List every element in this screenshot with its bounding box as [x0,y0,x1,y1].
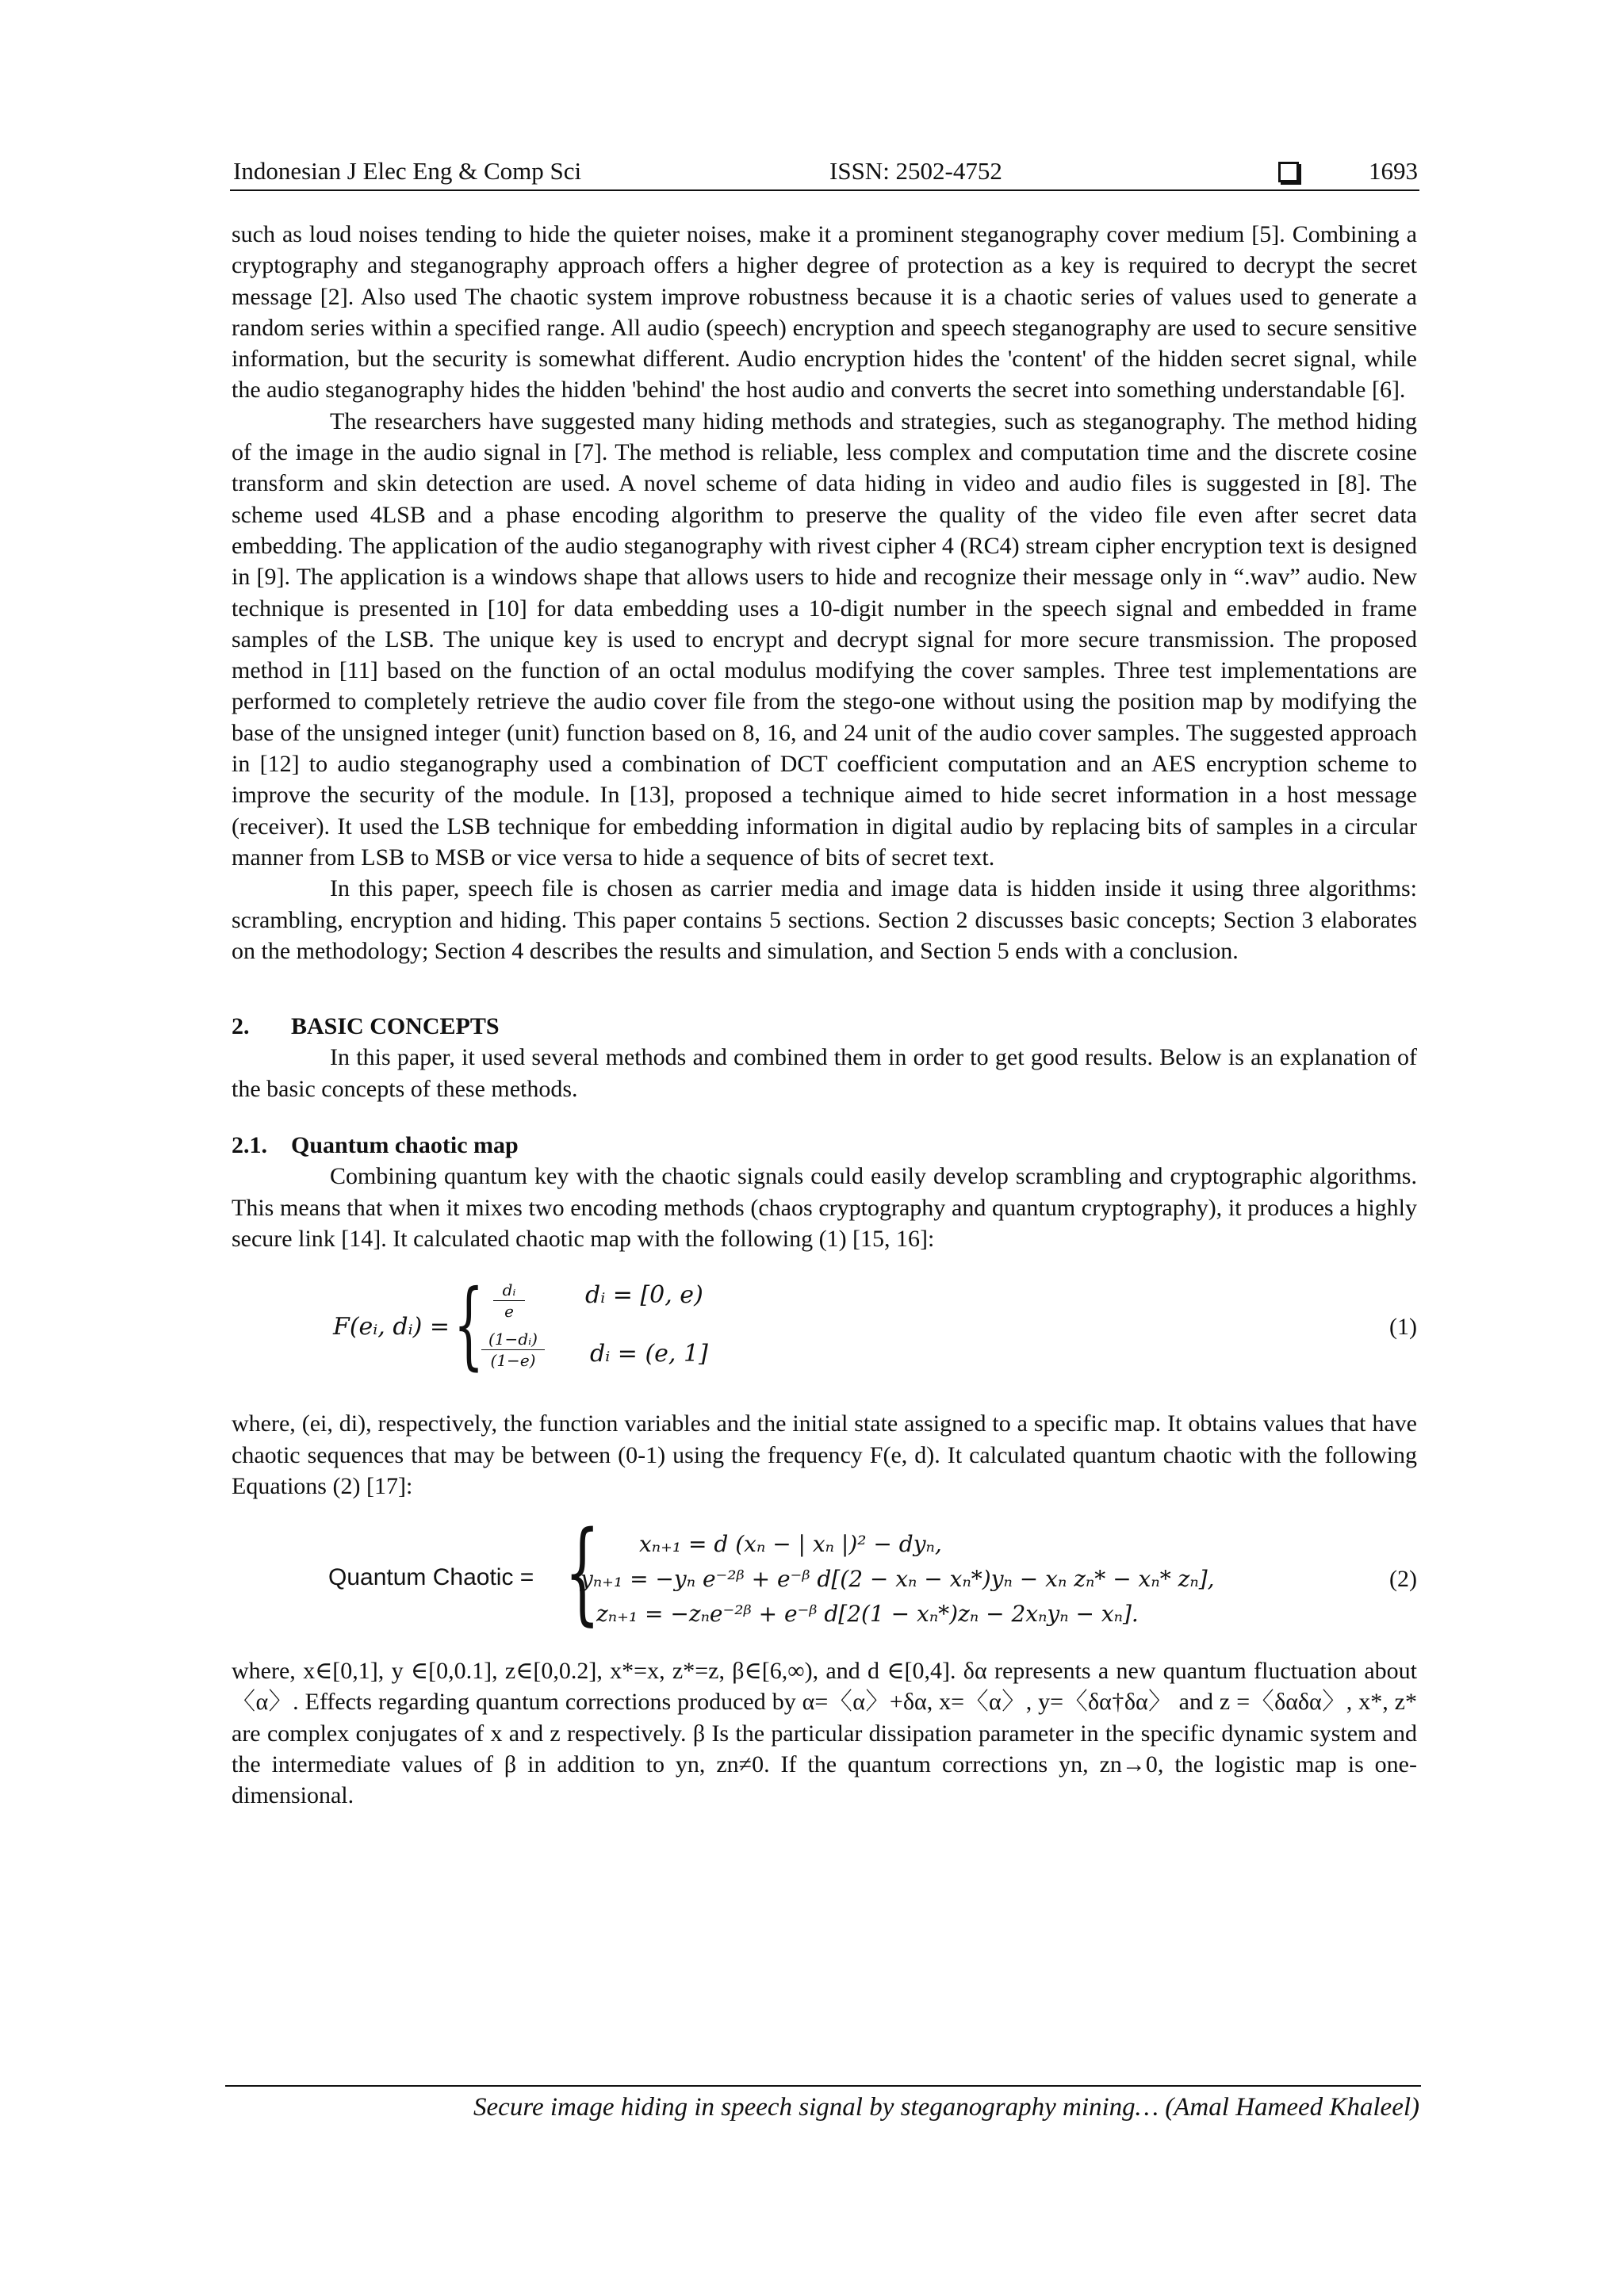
fraction-2-denominator: (1−e) [490,1351,536,1371]
paragraph-related-work: The researchers have suggested many hiding methods and strategies, such as steganography. The method hiding of the image in the audio signal in [7]. The method is reliable, less complex and computation time and the discrete cosine transform and skin detection are used. A novel scheme of data hiding in video and audio files is suggested in [8]. The scheme used 4LSB and a phase encoding algorithm to preserve the quality of the video file even after secret data embedding. The application of the audio steganography with rivest cipher 4 (RC4) stream cipher encryption text is designed in [9]. The application is a windows shape that allows users to hide and recognize their message only in “.wav” audio. New technique is presented in [10] for data embedding uses a 10-digit number in the speech signal and embedded in frame samples of the LSB. The unique key is used to encrypt and decrypt signal for more secure transmission. The proposed method in [11] based on the function of an octal modulus modifying the cover samples. Three test implementations are performed to completely retrieve the audio cover file from the stego-one without using the position map by modifying the base of the unsigned integer (unit) function based on 8, 16, and 24 unit of the audio cover samples. The suggested approach in [12] to audio steganography used a combination of DCT coefficient computation and an AES encryption scheme to improve the security of the module. In [13], proposed a technique aimed to hide secret information in a host message (receiver). It used the LSB technique for embedding information in digital audio by replacing bits of samples in a circular manner from LSB to MSB or vice versa to hide a sequence of bits of secret text. [232,408,1417,871]
paragraph-paper-outline: In this paper, speech file is chosen as carrier media and image data is hidden inside it using three algorithms: scrambling, encryption and hiding. This paper contains 5 sections. Section 2 discusses basic concepts; Section 3 elaborates on the methodology; Section 4 describes the results and simulation, and Section 5 ends with a conclusion. [232,875,1417,964]
issn: ISSN: 2502-4752 [829,157,1002,185]
equation-2-row-y: yₙ₊₁ = −yₙ e⁻²ᵝ + e⁻ᵝ d[(2 − xₙ − xₙ*)yₙ − xₙ zₙ* − xₙ* zₙ], [580,1566,1215,1593]
left-brace: { [565,1508,600,1638]
fraction-2-numerator: (1−dᵢ) [488,1330,538,1349]
section-number: 2. [232,1013,250,1040]
page-body [232,219,1417,1812]
section-title: BASIC CONCEPTS [291,1013,500,1040]
fraction-1-numerator: dᵢ [502,1280,516,1300]
equation-2-lhs: Quantum Chaotic = [328,1564,534,1591]
equation-2-row-z: zₙ₊₁ = −zₙe⁻²ᵝ + e⁻ᵝ d[2(1 − xₙ*)zₙ − 2xₙyₙ − xₙ]. [596,1601,1139,1628]
paragraph-intro-continued: such as loud noises tending to hide the quieter noises, make it a prominent steganography cover medium [5]. Combining a cryptography and steganography approach offers a higher degree of protection as a key is required to decrypt the secret message [2]. Also used The chaotic system improve robustness because it is a chaotic series of values used to generate a random series within a specified range. All audio (speech) encryption and speech steganography are used to secure sensitive information, but the security is somewhat different. Audio encryption hides the 'content' of the hidden secret signal, while the audio steganography hides the hidden 'behind' the host audio and converts the secret into something understandable [6]. [232,221,1417,404]
paragraph-quantum-chaotic-intro: Combining quantum key with the chaotic signals could easily develop scrambling and cryptographic algorithms. This means that when it mixes two encoding methods (chaos cryptography and quantum cryptography), it produces a highly secure link [14]. It calculated chaotic map with the following (1) [15, 16]: [232,1163,1417,1252]
fraction-1-denominator: e [504,1302,514,1322]
equation-1-condition-1: dᵢ = [0, e) [585,1281,703,1310]
header-rule [230,189,1419,191]
page-header [233,157,1418,189]
journal-name: Indonesian J Elec Eng & Comp Sci [233,157,582,185]
square-box-icon [1278,162,1299,182]
paragraph-equation-1-explanation: where, (ei, di), respectively, the function variables and the initial state assigned to a specific map. It obtains values that have chaotic sequences that may be between (0-1) using the frequency F(e, d). It calculated quantum chaotic with the following Equations (2) [17]: [232,1410,1417,1499]
subsection-number: 2.1. [232,1132,267,1159]
equation-1-lhs: F(eᵢ, dᵢ) = [333,1313,450,1341]
section-heading-basic-concepts [232,1011,1417,1042]
subsection-heading-quantum-chaotic-map [232,1130,1417,1161]
fraction-2 [481,1330,545,1369]
equation-2-number: (2) [1389,1566,1417,1593]
subsection-title: Quantum chaotic map [291,1132,519,1159]
equation-2 [232,1508,1417,1638]
footer-rule [225,2085,1421,2087]
left-brace: { [454,1270,485,1381]
equation-1-number: (1) [1389,1314,1417,1341]
equation-1 [232,1270,1417,1389]
equation-2-row-x: xₙ₊₁ = d (xₙ − | xₙ |)² − dyₙ, [639,1531,942,1558]
equation-1-condition-2: dᵢ = (e, 1] [590,1340,708,1368]
paragraph-basic-concepts: In this paper, it used several methods and combined them in order to get good results. Below is an explanation of the basic concepts of these methods. [232,1044,1417,1102]
page-footer: Secure image hiding in speech signal by steganography mining… (Amal Hameed Khaleel) [473,2093,1419,2122]
fraction-1 [493,1281,525,1320]
paragraph-equation-2-explanation: where, x∈[0,1], y ∈[0,0.1], z∈[0,0.2], x*=x, z*=z, β∈[6,∞), and d ∈[0,4]. δα represents a new quantum fluctuation about 〈α〉. Effects regarding quantum corrections produced by α=〈α〉+δα, x=〈α〉, y=〈δα†δα〉 and z =〈δαδα〉, x*, z* are complex conjugates of x and z respectively. β Is the particular dissipation parameter in the specific dynamic system and the intermediate values of β in addition to yn, zn≠0. If the quantum corrections yn, zn→0, the logistic map is one-dimensional. [232,1658,1417,1809]
page-number: 1693 [1369,157,1418,185]
